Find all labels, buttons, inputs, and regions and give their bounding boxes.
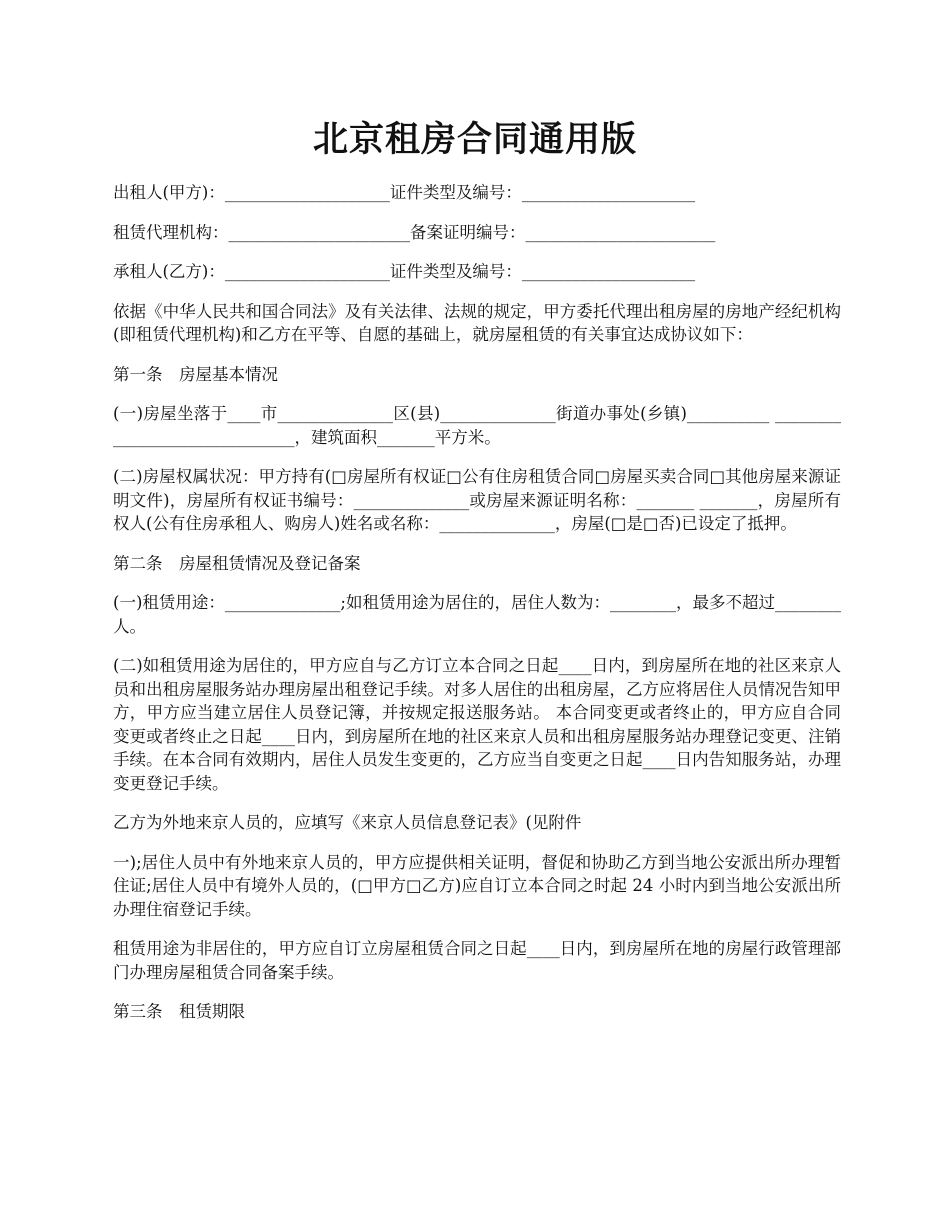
document-body xyxy=(113,181,841,1040)
article-2-clause-2: (二)如租赁用途为居住的，甲方应自与乙方订立本合同之日起____日内，到房屋所在地的社区来京人员和出租房屋服务站办理房屋出租登记手续。对多人居住的出租房屋，乙方应将居住人员情况告知甲方，甲方应当建立居住人员登记簿，并按规定报送服务站。 本合同变更或者终止的，甲方应自合同变更或者终止之日起____日内，到房屋所在地的社区来京人员和出租房屋服务站办理登记变更、注销手续。在本合同有效期内，居住人员发生变更的，乙方应当自变更之日起____日内告知服务站，办理变更登记手续。 xyxy=(113,656,841,793)
landlord-line: 出租人(甲方)：____________________证件类型及编号：_____________________ xyxy=(113,183,696,202)
agency-line: 租赁代理机构：______________________备案证明编号：_______________________ xyxy=(113,222,716,242)
preamble-paragraph: 依据《中华人民共和国合同法》及有关法律、法规的规定，甲方委托代理出租房屋的房地产经纪机构(即租赁代理机构)和乙方在平等、自愿的基础上，就房屋租赁的有关事宜达成协议如下： xyxy=(113,301,841,344)
article-1-heading: 第一条 房屋基本情况 xyxy=(113,364,278,384)
tenant-line: 承租人(乙方)：____________________证件类型及编号：_____________________ xyxy=(113,262,696,281)
article-1-clause-2: (二)房屋权属状况：甲方持有(□房屋所有权证□公有住房租赁合同□房屋买卖合同□其他房屋来源证明文件)，房屋所有权证书编号：______________或房屋来源证明名称：_______ _______，房屋所有权人(公有住房承租人、购房人)姓名或名称：______________，房屋(□是□否)已设定了抵押。 xyxy=(113,467,841,533)
article-2-paragraph-5: 租赁用途为非居住的，甲方应自订立房屋租赁合同之日起____日内，到房屋所在地的房屋行政管理部门办理房屋租赁合同备案手续。 xyxy=(113,939,841,982)
article-2-clause-1: (一)租赁用途：______________;如租赁用途为居住的，居住人数为：________，最多不超过________人。 xyxy=(113,593,841,636)
article-3-heading: 第三条 租赁期限 xyxy=(113,1002,245,1021)
document-title: 北京租房合同通用版 xyxy=(312,120,637,160)
article-2-heading: 第二条 房屋租赁情况及登记备案 xyxy=(113,553,361,573)
article-2-paragraph-4: 一);居住人员中有外地来京人员的，甲方应提供相关证明，督促和协助乙方到当地公安派出所办理暂住证;居住人员中有境外人员的，(□甲方□乙方)应自订立本合同之时起 24 小时内到当地公安派出所办理住宿登记手续。 xyxy=(113,852,841,919)
article-1-clause-1: (一)房屋坐落于____市______________区(县)______________街道办事处(乡镇)__________ ______________________________，建筑面积_______平方米。 xyxy=(113,404,841,447)
article-2-paragraph-3: 乙方为外地来京人员的，应填写《来京人员信息登记表》(见附件 xyxy=(113,813,582,832)
